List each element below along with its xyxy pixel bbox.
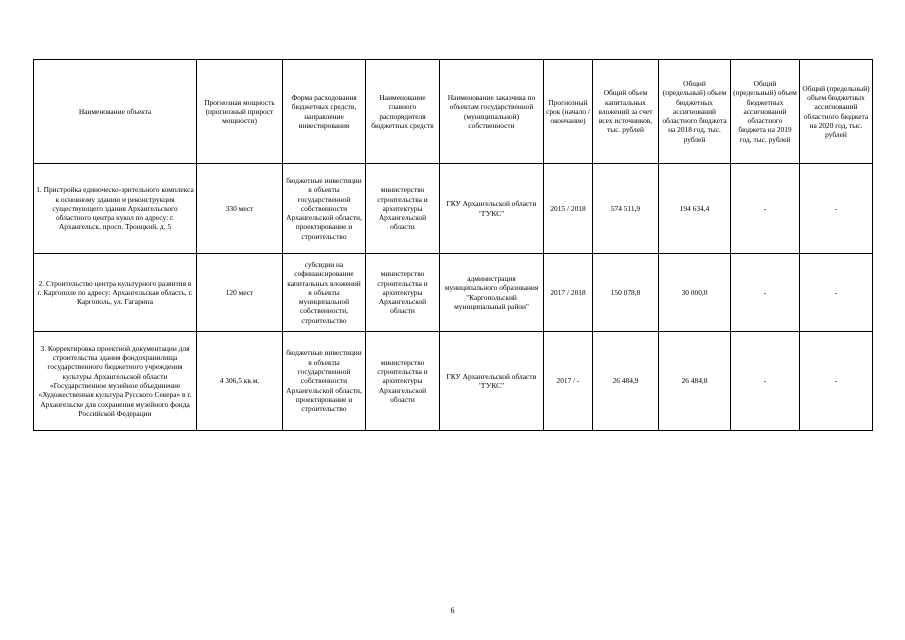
capacity-cell: 4 306,5 кв.м. <box>197 332 283 431</box>
object-name-cell: 3. Корректировка проектной документации для строительства здания фондохранилища государственного бюджетного учреждения культуры Архангельской области «Государственное музейное объединение «Художественная культура Русского Севера» в г. Архангельске для сохранения музейного фонда Российской Федерации <box>34 332 197 431</box>
spending-form-cell: бюджетные инвестиции в объекты государственной собственности Архангельской области, проектирование и строительство <box>283 332 366 431</box>
header-object-name: Наименование объекта <box>34 60 197 164</box>
capacity-cell: 330 мест <box>197 164 283 254</box>
header-row <box>34 60 873 164</box>
table-row <box>34 254 873 332</box>
header-main-distributor: Наименование главного распорядителя бюджетных средств <box>366 60 440 164</box>
header-total-investment: Общий объем капитальных вложений за счет всех источников, тыс. рублей <box>593 60 659 164</box>
total-investment-cell: 574 511,9 <box>593 164 659 254</box>
budget-2019-cell: - <box>731 164 800 254</box>
budget-2018-cell: 26 484,8 <box>659 332 731 431</box>
budget-2020-cell: - <box>800 254 873 332</box>
term-cell: 2015 / 2018 <box>544 164 593 254</box>
page-number: 6 <box>450 606 455 615</box>
distributor-cell: министерство строительства и архитектуры Архангельской области <box>366 332 440 431</box>
budget-2020-cell: - <box>800 332 873 431</box>
spending-form-cell: бюджетные инвестиции в объекты государственной собственности Архангельской области, проектирование и строительство <box>283 164 366 254</box>
header-term: Прогнозный срок (начало / окончание) <box>544 60 593 164</box>
budget-2018-cell: 30 000,0 <box>659 254 731 332</box>
budget-2019-cell: - <box>731 254 800 332</box>
table-row <box>34 164 873 254</box>
header-capacity: Прогнозная мощность (прогнозный прирост мощности) <box>197 60 283 164</box>
customer-cell: администрация муниципального образования "Каргопольский муниципальный район" <box>440 254 544 332</box>
table-row <box>34 332 873 431</box>
capacity-cell: 120 мест <box>197 254 283 332</box>
customer-cell: ГКУ Архангельской области "ГУКС" <box>440 164 544 254</box>
header-budget-2020: Общий (предельный) объем бюджетных ассигнований областного бюджета на 2020 год, тыс. рублей <box>800 60 873 164</box>
header-budget-2018: Общий (предельный) объем бюджетных ассигнований областного бюджета на 2018 год, тыс. рублей <box>659 60 731 164</box>
term-cell: 2017 / 2018 <box>544 254 593 332</box>
budget-2020-cell: - <box>800 164 873 254</box>
budget-2018-cell: 194 634,4 <box>659 164 731 254</box>
spending-form-cell: субсидии на софинансирование капитальных вложений в объекты муниципальной собственности, строительство <box>283 254 366 332</box>
object-name-cell: 2. Строительство центра культурного развития в г. Каргополе по адресу: Архангельская область, г. Каргополь, ул. Гагарина <box>34 254 197 332</box>
investment-objects-table <box>33 59 873 431</box>
distributor-cell: министерство строительства и архитектуры Архангельской области <box>366 164 440 254</box>
distributor-cell: министерство строительства и архитектуры Архангельской области <box>366 254 440 332</box>
customer-cell: ГКУ Архангельской области "ГУКС" <box>440 332 544 431</box>
object-name-cell: 1. Пристройка единочеcко-зрительного комплекса к основному зданию и реконструкция существующего здания Архангельского областного центра кукол по адресу: г. Архангельск, просп. Троицкий, д. 5 <box>34 164 197 254</box>
header-budget-2019: Общий (предельный) объем бюджетных ассигнований областного бюджета на 2019 год, тыс. рублей <box>731 60 800 164</box>
term-cell: 2017 / - <box>544 332 593 431</box>
total-investment-cell: 150 078,8 <box>593 254 659 332</box>
header-customer: Наименование заказчика по объектам государственной (муниципальной) собственности <box>440 60 544 164</box>
header-spending-form: Форма расходования бюджетных средств, направление инвестирования <box>283 60 366 164</box>
total-investment-cell: 26 484,9 <box>593 332 659 431</box>
budget-2019-cell: - <box>731 332 800 431</box>
